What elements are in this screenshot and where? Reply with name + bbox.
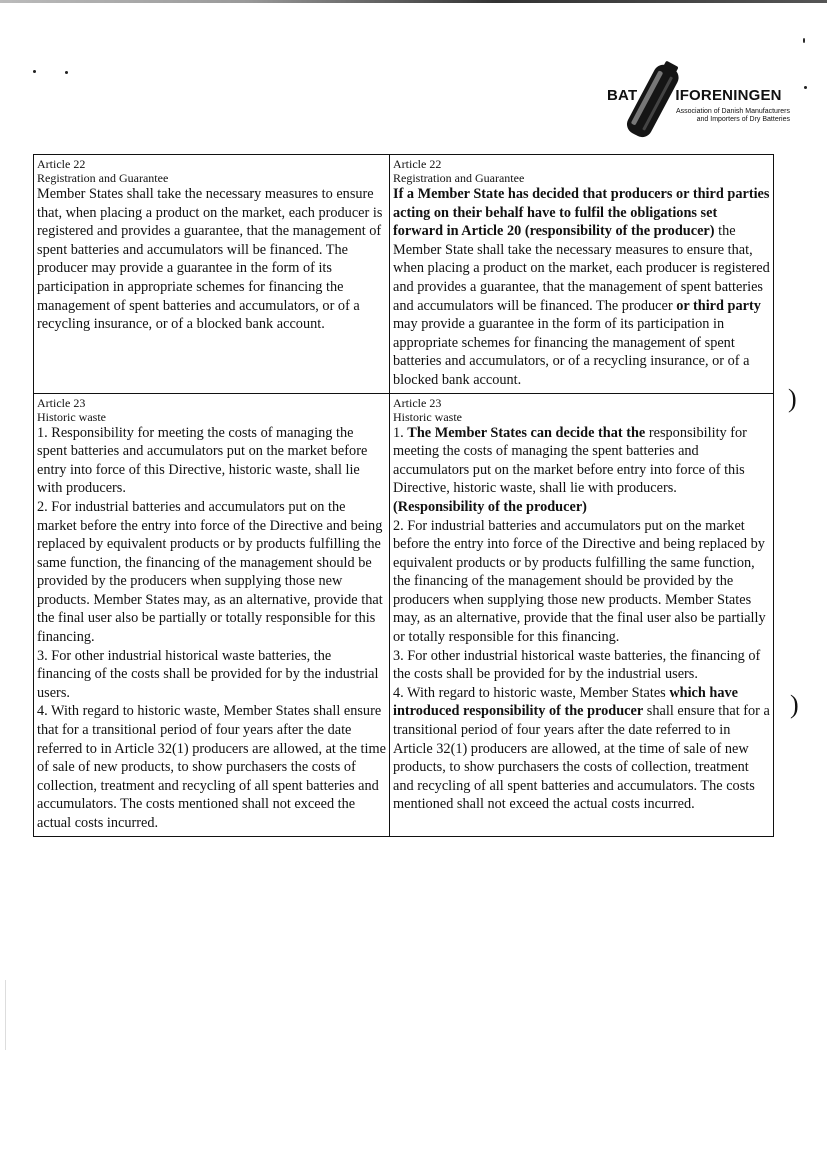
text-segment: 2. For industrial batteries and accumulators put on the market before the entry into force of the Directive and being replaced by equivalent products or by products fulfilling the same function, the financing of the management should be provided by the producers when supplying those new products. Member States may, as an alternative, provide that the final user also be partially or totally responsible for this financing. xyxy=(37,498,383,646)
amended-text-cell xyxy=(390,155,774,394)
logo-name: BAT IFORENINGEN xyxy=(607,87,782,104)
article-heading: Registration and Guarantee xyxy=(37,171,169,185)
bold-text-segment: (Responsibility of the producer) xyxy=(393,498,587,515)
original-text-cell xyxy=(34,155,390,394)
article-row xyxy=(34,393,774,836)
text-segment: shall ensure that for a transitional period of four years after the date referred to in Article 32(1) producers are allowed, at the time of sale of new products, to show purchasers the costs of collection, treatment and recycling of all spent batteries and accumulators. The costs mentioned shall not exceed the actual costs incurred. xyxy=(393,703,770,813)
article-heading: Historic waste xyxy=(393,409,462,424)
text-segment: 4. With regard to historic waste, Member States xyxy=(393,684,670,701)
scan-speck xyxy=(803,38,805,43)
bold-text-segment: which have introduced responsibility of the producer xyxy=(393,684,739,720)
article-paragraph xyxy=(37,702,386,832)
article-heading: Registration and Guarantee xyxy=(393,171,525,185)
text-segment: 1. xyxy=(393,424,408,441)
text-segment: 3. For other industrial historical waste batteries, the financing of the costs shall be provided for by the industrial users. xyxy=(393,647,761,683)
text-segment: may provide a guarantee in the form of its participation in appropriate schemes for financing the management of spent batteries and accumulators, or of a recycling insurance, or of a blocked bank account. xyxy=(393,316,750,388)
article-number: Article 22 xyxy=(393,157,442,171)
batteriforeningen-logo xyxy=(600,60,800,140)
text-segment: Member States shall take the necessary measures to ensure that, when placing a product on the market, each producer is registered and provides a guarantee, that the management of spent batteries and accumulators will be financed. The producer may provide a guarantee in the form of its participation in appropriate schemes for financing the management of spent batteries and accumulators, or of a recycling insurance, or of a blocked bank account. xyxy=(37,186,383,333)
text-segment: 3. For other industrial historical waste batteries, the financing of the costs shall be provided for by the industrial users. xyxy=(37,647,379,701)
article-paragraph xyxy=(37,424,386,498)
bold-text-segment: The Member States can decide that the xyxy=(407,424,646,441)
article-paragraph xyxy=(393,684,770,814)
amended-text-cell xyxy=(390,393,774,836)
text-segment: 2. For industrial batteries and accumulators put on the market before the entry into force of the Directive and being replaced by equivalent products or by products fulfilling the same function, the financing of the management should be provided by the producers when supplying those new products. Member States may, as an alternative, provide that the final user also be partially or totally responsible for this financing. xyxy=(393,517,766,646)
scan-top-edge xyxy=(0,0,827,3)
article-number: Article 23 xyxy=(37,395,86,410)
margin-bracket-mark: ) xyxy=(788,384,797,413)
article-number: Article 22 xyxy=(37,157,86,171)
text-segment: 1. Responsibility for meeting the costs of managing the spent batteries and accumulators put on the market before entry into force of this Directive, historic waste, shall lie with producers. xyxy=(37,424,368,497)
original-text-cell xyxy=(34,393,390,836)
article-paragraph xyxy=(37,647,386,703)
article-paragraph xyxy=(393,185,770,390)
article-row xyxy=(34,155,774,394)
scan-speck xyxy=(33,70,36,73)
text-segment: 4. With regard to historic waste, Member States shall ensure that for a transitional period of four years after the date referred to in Article 32(1) producers are allowed, at the time of sale of new products, to show purchasers the costs of collection, treatment and recycling of all spent batteries and accumulators. The costs mentioned shall not exceed the actual costs incurred. xyxy=(37,703,386,831)
text-segment: the Member State shall take the necessary measures to ensure that, when placing a product on the market, each producer is registered and provides a guarantee, that the management of spent batteries and accumulators will be financed. The producer xyxy=(393,223,770,314)
logo-subtitle: Association of Danish Manufacturers and Importers of Dry Batteries xyxy=(676,108,790,123)
text-segment: responsibility for meeting the costs of managing the spent batteries and accumulators put on the market before entry into force of this Directive, historic waste, shall lie with producers. xyxy=(393,424,747,497)
scan-margin-line xyxy=(5,980,6,1050)
article-paragraph xyxy=(37,498,386,647)
scan-speck xyxy=(804,86,807,89)
bold-text-segment: If a Member State has decided that producers or third parties acting on their behalf have to fulfil the obligations set forward in Article 20 (responsibility of the producer) xyxy=(393,186,770,240)
article-paragraph xyxy=(393,424,770,517)
scan-speck xyxy=(65,71,68,74)
article-paragraph xyxy=(393,517,770,647)
margin-bracket-mark: ) xyxy=(790,690,799,719)
article-paragraph xyxy=(37,185,386,334)
article-paragraph xyxy=(393,647,770,684)
article-heading: Historic waste xyxy=(37,409,106,424)
comparison-table xyxy=(33,154,774,837)
bold-text-segment: or third party xyxy=(676,297,761,314)
article-number: Article 23 xyxy=(393,395,442,410)
